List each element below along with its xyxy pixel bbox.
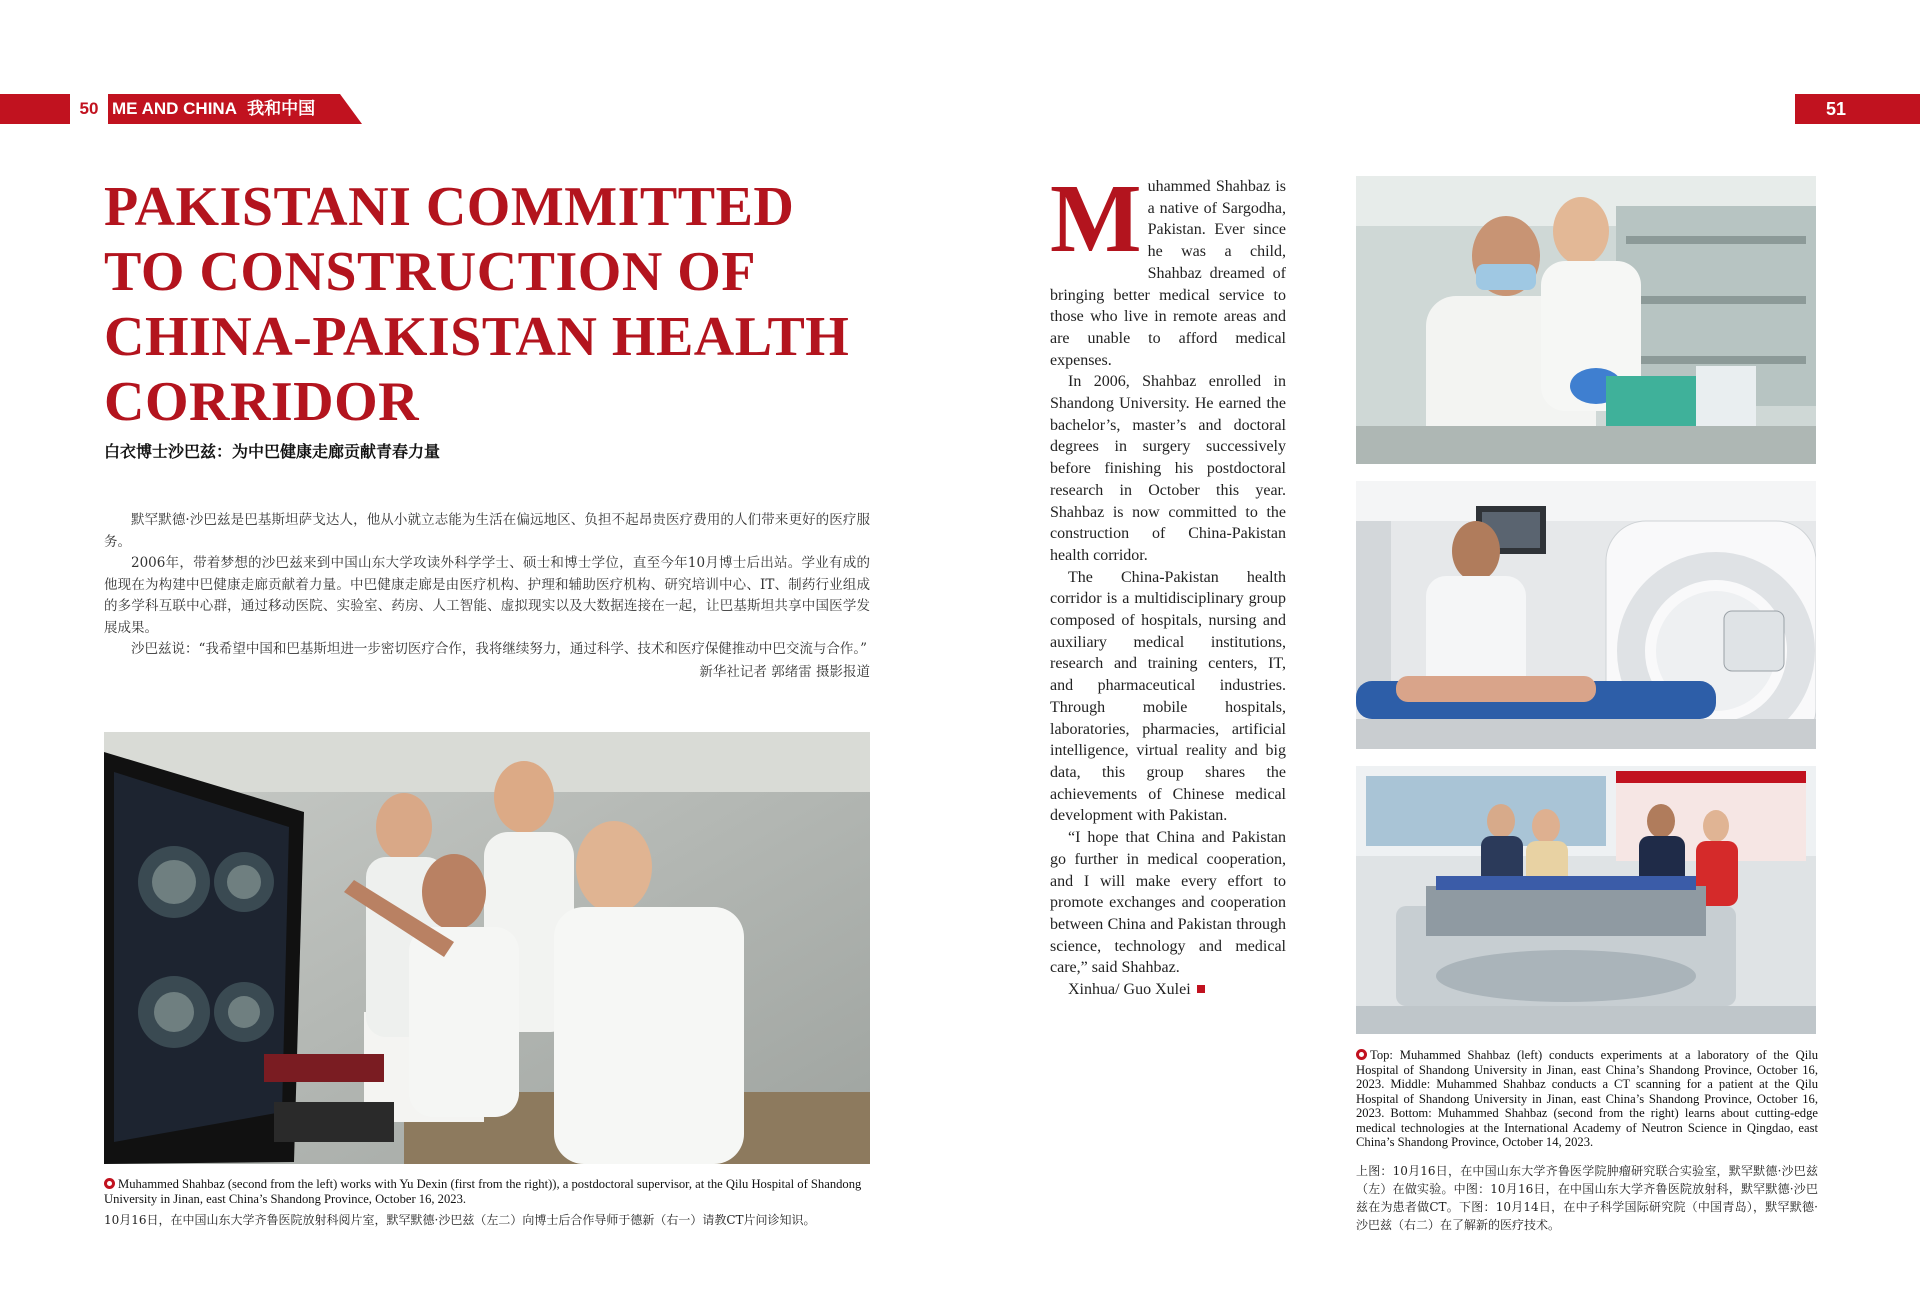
right-caption-en bbox=[1356, 1048, 1818, 1150]
camera-icon bbox=[104, 1178, 115, 1189]
right-caption-cn: 上图：10月16日，在中国山东大学齐鲁医学院肿瘤研究联合实验室，默罕默德·沙巴兹（左）在做实验。中图：10月16日，在中国山东大学齐鲁医院放射科，默罕默德·沙巴兹在为患者做CT。下图：10月14日，在中子科学国际研究院（中国青岛），默罕默德·沙巴兹（右二）在了解新的医疗技术。 bbox=[1356, 1164, 1818, 1232]
en-paragraph-1-text: uhammed Shahbaz is a native of Sargodha, Pakistan. Ever since he was a child, Shahbaz dreamed of bringing better medical service to those who live in remote areas and are unable to afford medical expenses. bbox=[1050, 178, 1286, 369]
dropcap: M bbox=[1050, 165, 1142, 272]
middle-right-photo bbox=[1356, 481, 1816, 749]
top-right-photo bbox=[1356, 176, 1816, 464]
right-page-number: 51 bbox=[1825, 99, 1847, 119]
en-paragraph-3: The China-Pakistan health corridor is a multidisciplinary group composed of hospitals, nursing and auxiliary medical institutions, research and training centers, IT, and pharmaceutical industries. Through mobile hospitals, laboratories, pharmacies, artificial intelligence, virtual reality and big data, this group shares the achievements of Chinese medical development with Pakistan. bbox=[1050, 568, 1286, 825]
article-title: PAKISTANI COMMITTED TO CONSTRUCTION OF CHINA-PAKISTAN HEALTH CORRIDOR bbox=[104, 176, 850, 433]
en-paragraph-4: “I hope that China and Pakistan go further in medical cooperation, and I will make every effort to promote exchanges and cooperation between China and Pakistan through science, technology and medical care,” said Shahbaz. bbox=[1050, 829, 1286, 977]
main-caption-en bbox=[104, 1177, 876, 1206]
section-label-en: ME AND CHINA bbox=[112, 99, 237, 118]
main-photo bbox=[104, 732, 870, 1164]
cn-paragraph: 2006年，带着梦想的沙巴兹来到中国山东大学攻读外科学学士、硕士和博士学位，直至今年10月博士后出站。学业有成的他现在为构建中巴健康走廊贡献着力量。中巴健康走廊是由医疗机构、护理和辅助医疗机构、研究培训中心、IT、制药行业组成的多学科互联中心群，通过移动医院、实验室、药房、人工智能、虚拟现实以及大数据连接在一起，让巴基斯坦共享中国医学发展成果。 bbox=[104, 555, 870, 636]
en-paragraph-1 bbox=[1050, 165, 1286, 371]
cn-photo-credit: 新华社记者 郭绪雷 摄影报道 bbox=[699, 664, 870, 680]
byline bbox=[1050, 979, 1286, 1001]
main-caption-en-text: Muhammed Shahbaz (second from the left) works with Yu Dexin (first from the right)), a postdoctoral supervisor, at the Qilu Hospital of Shandong University in Jinan, east China’s Shandong Province, October 16, 2023. bbox=[104, 1177, 862, 1206]
chinese-body bbox=[104, 510, 870, 661]
end-mark-icon bbox=[1197, 985, 1205, 993]
main-caption-cn: 10月16日，在中国山东大学齐鲁医院放射科阅片室，默罕默德·沙巴兹（左二）向博士后合作导师于德新（右一）请教CT片问诊知识。 bbox=[104, 1213, 816, 1227]
bottom-right-photo bbox=[1356, 766, 1816, 1034]
section-label-cn: 我和中国 bbox=[247, 99, 316, 119]
section-label bbox=[112, 95, 315, 123]
english-article bbox=[1050, 165, 1286, 1001]
right-caption-en-text: Top: Muhammed Shahbaz (left) conducts experiments at a laboratory of the Qilu Hospital of Shandong University in Jinan, east China’s Shandong Province, October 16, 2023. Middle: Muhammed Shahbaz conducts a CT scanning for a patient at the Qilu Hospital of Shandong University in Jinan, east China’s Shandong Province, October 16, 2023. Bottom: Muhammed Shahbaz (second from the right) learns about cutting-edge medical technologies at the International Academy of Neutron Science in Qingdao, east China’s Shandong Province, October 14, 2023. bbox=[1356, 1048, 1818, 1149]
cn-paragraph: 默罕默德·沙巴兹是巴基斯坦萨戈达人，他从小就立志能为生活在偏远地区、负担不起昂贵医疗费用的人们带来更好的医疗服务。 bbox=[104, 512, 870, 550]
cn-paragraph: 沙巴兹说：“我希望中国和巴基斯坦进一步密切医疗合作，我将继续努力，通过科学、技术和医疗保健推动中巴交流与合作。” bbox=[131, 641, 868, 657]
en-paragraph-2: In 2006, Shahbaz enrolled in Shandong University. He earned the bachelor’s, master’s and doctoral degrees in surgery successively before finishing his postdoctoral research in October this year. Shahbaz is now committed to the construction of China-Pakistan health corridor. bbox=[1050, 373, 1286, 564]
left-page-number: 50 bbox=[79, 99, 99, 118]
article-subtitle-cn: 白衣博士沙巴兹：为中巴健康走廊贡献青春力量 bbox=[104, 442, 441, 461]
camera-icon bbox=[1356, 1049, 1367, 1060]
byline-text: Xinhua/ Guo Xulei bbox=[1068, 981, 1191, 999]
